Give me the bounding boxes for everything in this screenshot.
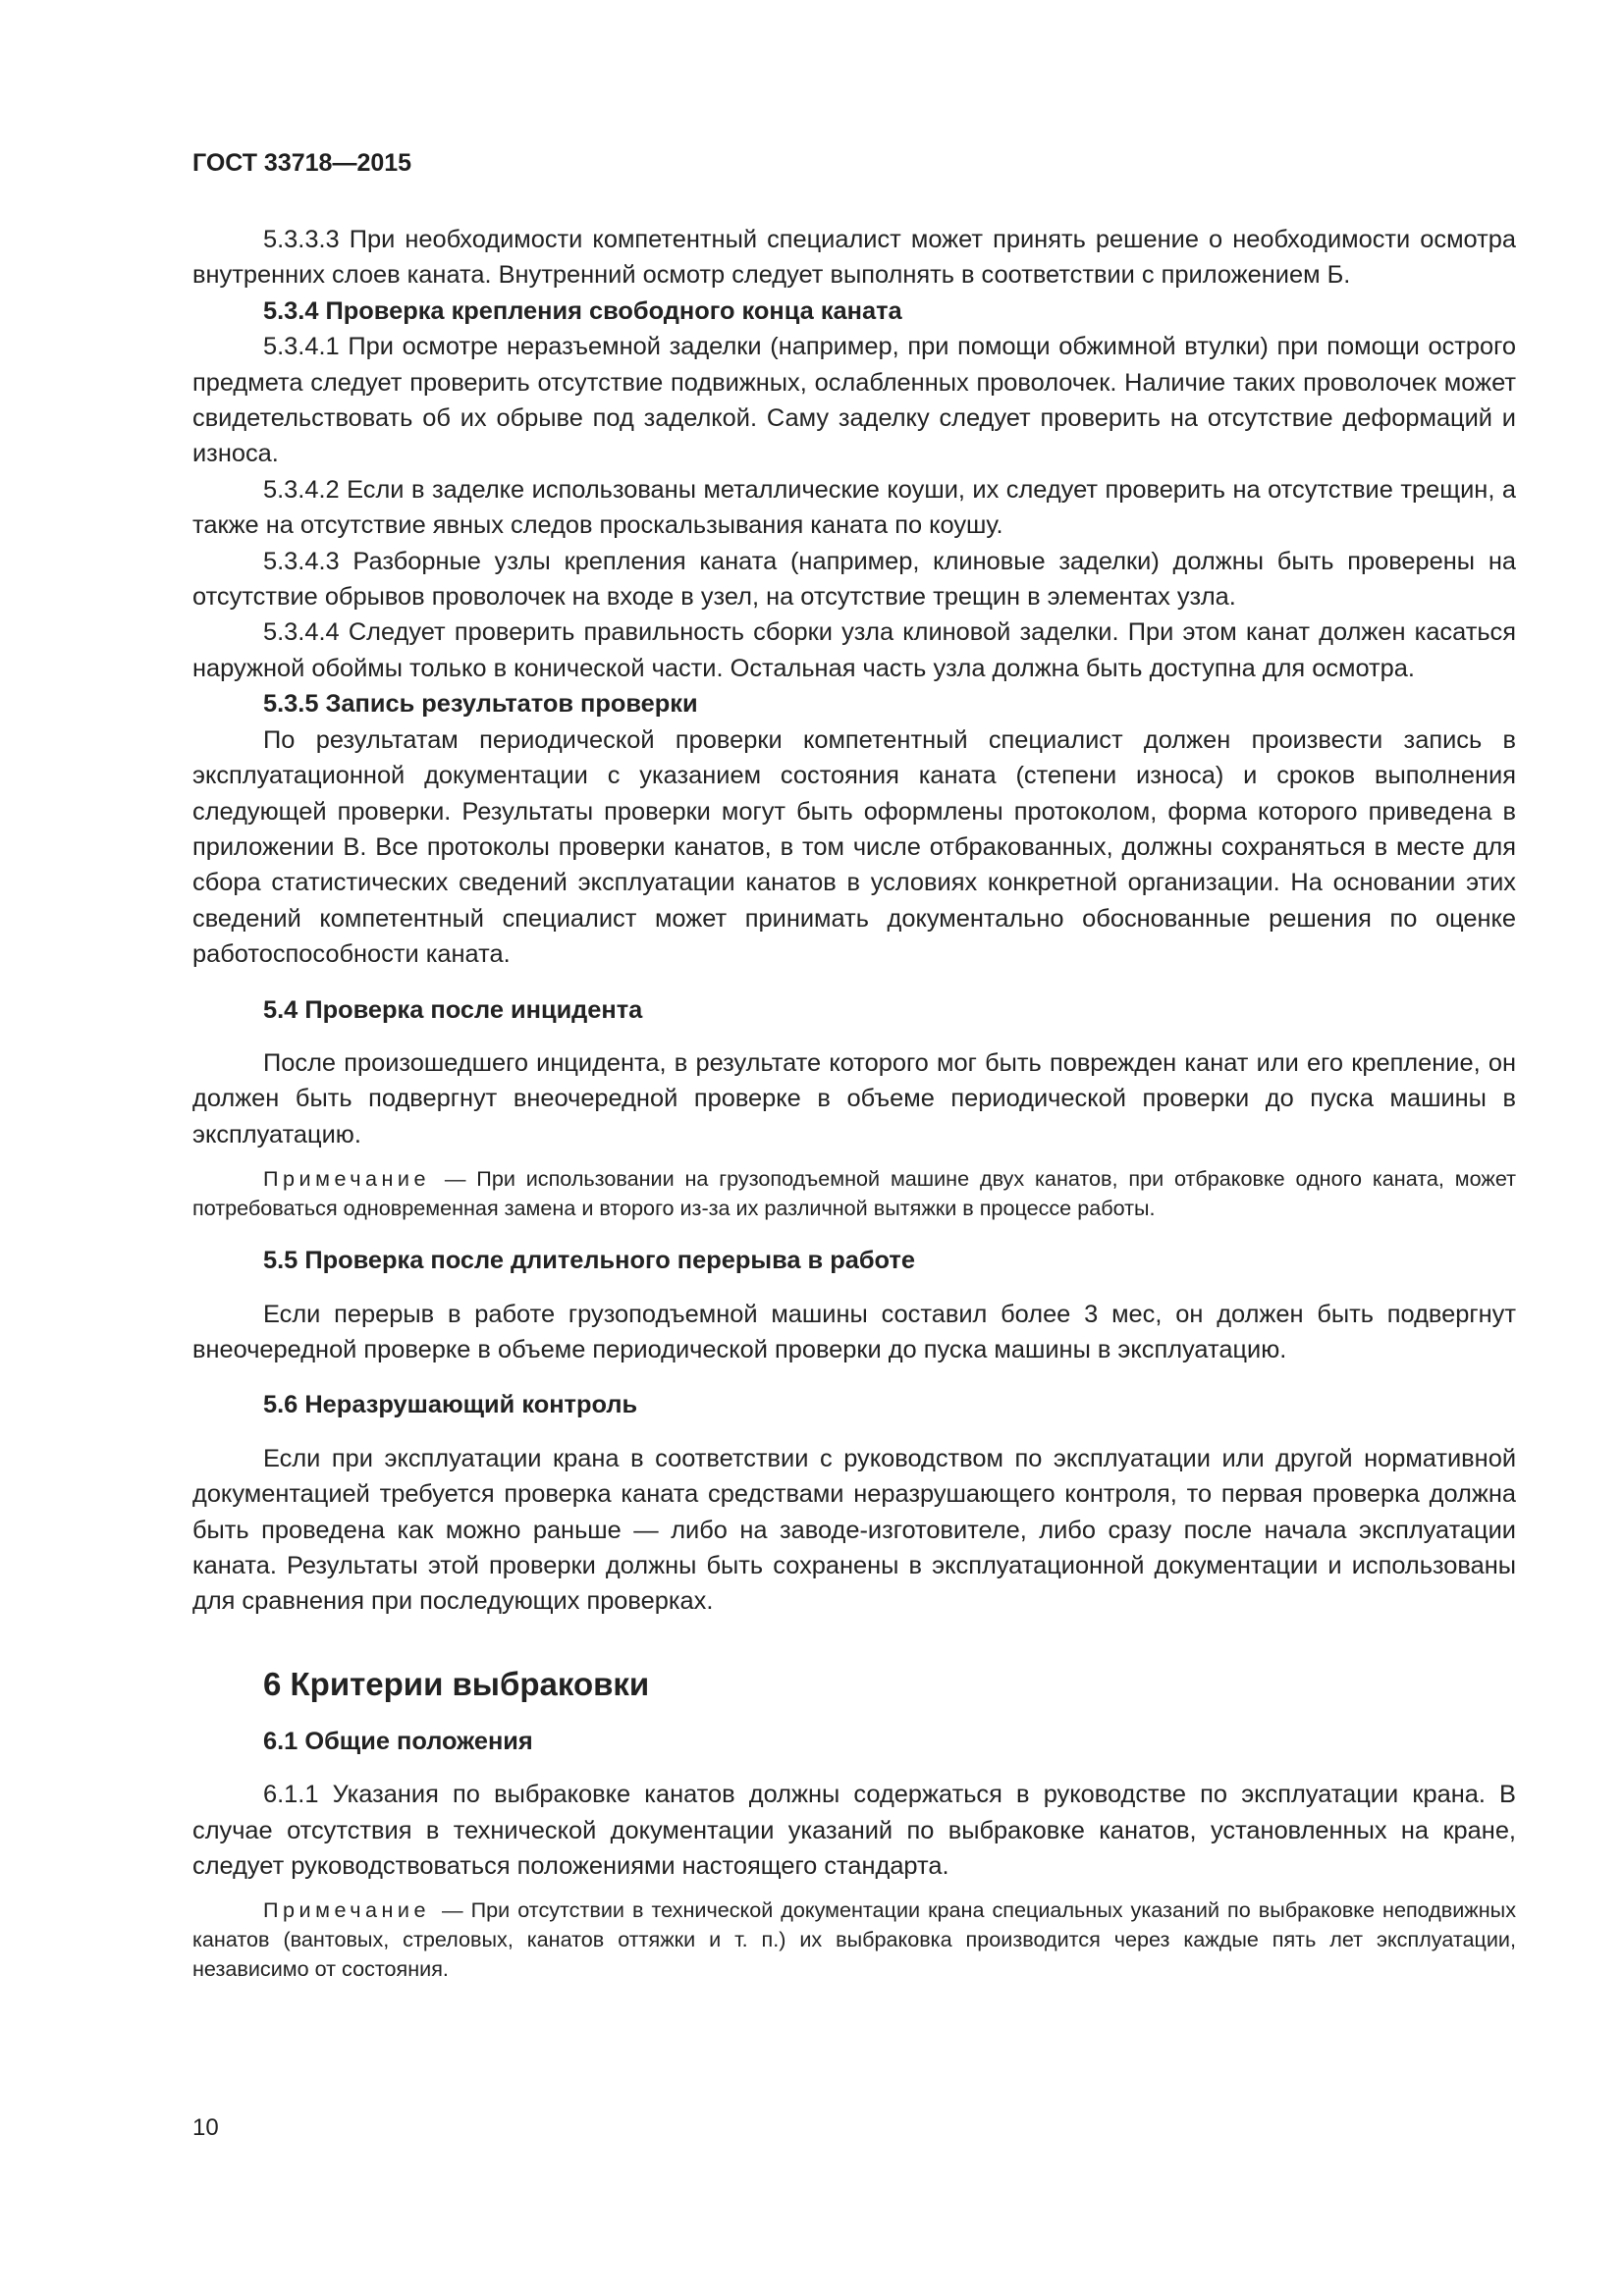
paragraph-5-3-3-3: 5.3.3.3 При необходимости компетентный специалист может принять решение о необходимости осмотра внутренних слоев каната. Внутренний осмотр следует выполнять в соответствии с приложением Б.	[192, 226, 1516, 290]
paragraph-5-3-4-4: 5.3.4.4 Следует проверить правильность сборки узла клиновой заделки. При этом канат должен касаться наружной обоймы только в конической части. Остальная часть узла должна быть доступна для осмотра.	[192, 618, 1516, 682]
heading-5-3-4: 5.3.4 Проверка крепления свободного конца каната	[263, 296, 902, 325]
page-content	[192, 222, 1516, 1984]
paragraph-5-6: Если при эксплуатации крана в соответствии с руководством по эксплуатации или другой нормативной документацией требуется проверка каната средствами неразрушающего контроля, то первая проверка должна быть проведена как можно раньше — либо на заводе-изготовителе, либо сразу после начала эксплуатации каната. Результаты этой проверки должны быть сохранены в эксплуатационной документации и использованы для сравнения при последующих проверках.	[192, 1444, 1516, 1616]
heading-5-5: 5.5 Проверка после длительного перерыва в работе	[263, 1247, 915, 1275]
heading-6-1: 6.1 Общие положения	[263, 1727, 533, 1755]
paragraph-5-5: Если перерыв в работе грузоподъемной машины составил более 3 мес, он должен быть подвергнут внеочередной проверке в объеме периодической проверки до пуска машины в эксплуатацию.	[192, 1300, 1516, 1363]
paragraph-5-3-4-1: 5.3.4.1 При осмотре неразъемной заделки (например, при помощи обжимной втулки) при помощи острого предмета следует проверить отсутствие подвижных, ослабленных проволочек. Наличие таких проволочек может свидетельствовать об их обрыве под заделкой. Саму заделку следует проверить на отсутствие деформаций и износа.	[192, 333, 1516, 468]
paragraph-5-3-4-2: 5.3.4.2 Если в заделке использованы металлические коуши, их следует проверить на отсутствие трещин, а также на отсутствие явных следов проскальзывания каната по коушу.	[192, 475, 1516, 540]
heading-5-3-5: 5.3.5 Запись результатов проверки	[263, 690, 698, 719]
paragraph-6-1-1: 6.1.1 Указания по выбраковке канатов должны содержаться в руководстве по эксплуатации крана. В случае отсутствия в технической документации указаний по выбраковке канатов, установленных на кране, следует руководствоваться положениями настоящего стандарта.	[192, 1781, 1516, 1881]
note-label: Примечание	[263, 1166, 430, 1192]
note-5-4	[192, 1164, 1516, 1223]
heading-5-6: 5.6 Неразрушающий контроль	[263, 1391, 638, 1419]
paragraph-5-3-4-3: 5.3.4.3 Разборные узлы крепления каната (например, клиновые заделки) должны быть проверены на отсутствие обрывов проволочек на входе в узел, на отсутствие трещин в элементах узла.	[192, 547, 1516, 612]
paragraph-5-3-5: По результатам периодической проверки компетентный специалист должен произвести запись в эксплуатационной документации с указанием состояния каната (степени износа) и сроков выполнения следующей проверки. Результаты проверки могут быть оформлены протоколом, форма которого приведена в приложении В. Все протоколы проверки канатов, в том числе отбракованных, должны сохраняться в месте для сбора статистических сведений эксплуатации канатов в условиях конкретной организации. На основании этих сведений компетентный специалист может принимать документально обоснованные решения по оценке работоспособности каната.	[192, 725, 1516, 969]
note-6-1	[192, 1896, 1516, 1984]
page-number: 10	[192, 2114, 219, 2141]
heading-5-4: 5.4 Проверка после инцидента	[263, 995, 643, 1024]
note-6-1-text: — При отсутствии в технической документации крана специальных указаний по выбраковке неподвижных канатов (вантовых, стреловых, канатов оттяжки и т. п.) их выбраковка производится через каждые пять лет эксплуатации, независимо от состояния.	[192, 1897, 1516, 1982]
heading-6: 6 Критерии выбраковки	[263, 1665, 650, 1702]
note-label: Примечание	[263, 1897, 430, 1923]
document-id-header: ГОСТ 33718—2015	[192, 149, 412, 177]
paragraph-5-4: После произошедшего инцидента, в результате которого мог быть поврежден канат или его крепление, он должен быть подвергнут внеочередной проверке в объеме периодической проверки до пуска машины в эксплуатацию.	[192, 1048, 1516, 1148]
note-5-4-text: — При использовании на грузоподъемной машине двух канатов, при отбраковке одного каната, может потребоваться одновременная замена и второго из-за их различной вытяжки в процессе работы.	[192, 1166, 1516, 1221]
